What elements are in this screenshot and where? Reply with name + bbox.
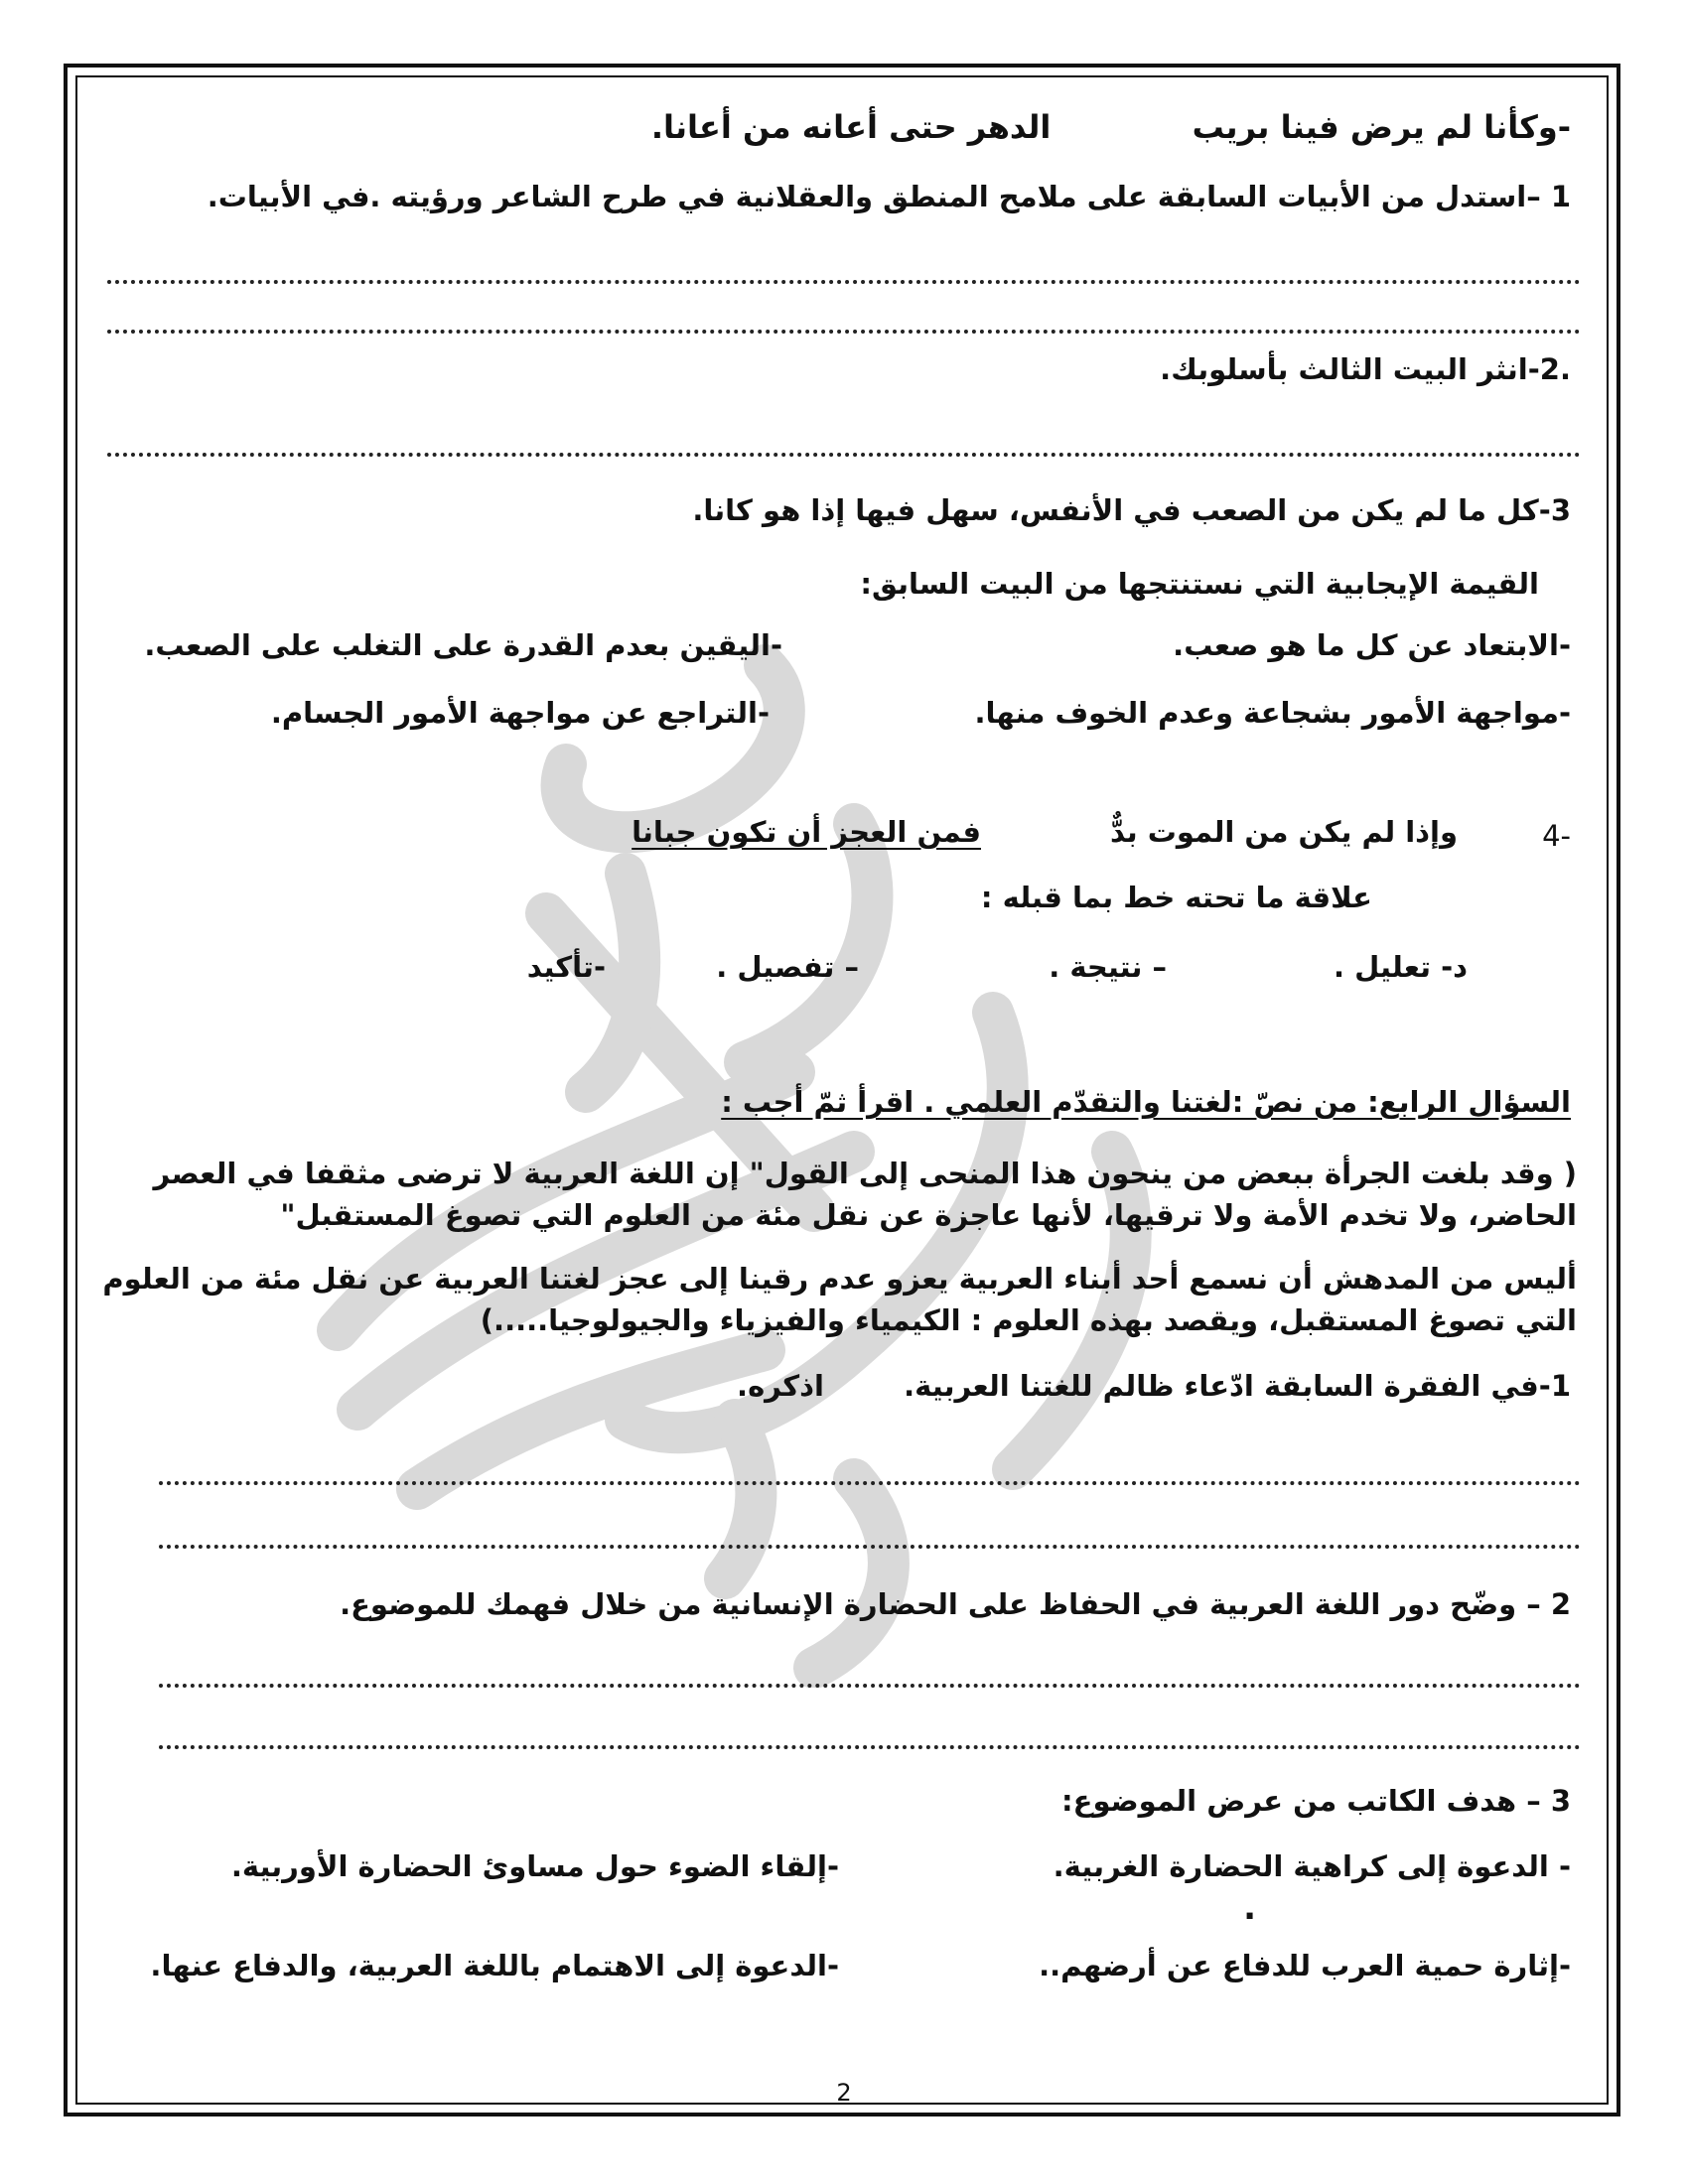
question-4-prompt: علاقة ما تحته خط بما قبله :	[980, 881, 1372, 914]
section-4-question-2: 2 – وضّح دور اللغة العربية في الحفاظ على الحضارة الإنسانية من خلال فهمك للموضوع.	[340, 1587, 1571, 1621]
answer-line	[107, 453, 1581, 457]
s4q3-option-b: -إلقاء الضوء حول مساوئ الحضارة الأوربية.	[230, 1849, 839, 1883]
question-4-number: -4	[1542, 819, 1571, 853]
q3-option-c: -مواجهة الأمور بشجاعة وعدم الخوف منها.	[974, 696, 1571, 730]
question-2: .2-انثر البيت الثالث بأسلوبك.	[1160, 352, 1571, 386]
q4-option-a: د- تعليل .	[1334, 950, 1468, 984]
s4q3-option-c: -إثارة حمية العرب للدفاع عن أرضهم..	[1039, 1949, 1571, 1982]
verse-top	[651, 107, 1571, 147]
section-4-question-3-prompt: 3 – هدف الكاتب من عرض الموضوع:	[1061, 1784, 1571, 1818]
q4-option-d: -تأكيد	[526, 950, 606, 984]
passage-2-line-1: أليس من المدهش أن نسمع أحد أبناء العربية يعزو عدم رقينا إلى عجز لغتنا العربية عن نقل مئة من العلوم	[102, 1262, 1577, 1296]
stray-dot-mark: .	[1243, 1888, 1256, 1928]
section-4-question-1-tail: اذكره.	[737, 1369, 824, 1403]
answer-line	[107, 330, 1581, 334]
q4-hemistich2-underlined: فمن العجز أن تكون جبانا	[632, 815, 981, 849]
page-number: 2	[836, 2079, 852, 2107]
q4-option-c: – تفصيل .	[716, 950, 859, 984]
question-3-prompt: القيمة الإيجابية التي نستنتجها من البيت السابق:	[860, 567, 1539, 601]
q3-option-a: -الابتعاد عن كل ما هو صعب.	[1173, 628, 1571, 662]
answer-line	[159, 1684, 1581, 1688]
q3-option-d: -التراجع عن مواجهة الأمور الجسام.	[270, 696, 770, 730]
answer-line	[107, 280, 1581, 284]
section-4-question-1	[737, 1366, 1571, 1406]
passage-1-line-2: الحاضر، ولا تخدم الأمة ولا ترقيها، لأنها عاجزة عن نقل مئة من العلوم التي تصوغ المستقبل"	[280, 1198, 1577, 1232]
s4q3-option-a: - الدعوة إلى كراهية الحضارة الغربية.	[1053, 1849, 1571, 1883]
answer-line	[159, 1481, 1581, 1485]
question-3-verse: 3-كل ما لم يكن من الصعب في الأنفس، سهل فيها إذا هو كانا.	[692, 493, 1571, 527]
passage-1-line-1: ( وقد بلغت الجرأة ببعض من ينحون هذا المنحى إلى القول" إن اللغة العربية لا ترضى مثقفا في العصر	[153, 1157, 1577, 1190]
q3-option-b: -اليقين بعدم القدرة على التغلب على الصعب.	[144, 628, 782, 662]
q4-option-b: – نتيجة .	[1049, 950, 1167, 984]
s4q3-option-d: -الدعوة إلى الاهتمام باللغة العربية، والدفاع عنها.	[150, 1949, 839, 1982]
answer-line	[159, 1545, 1581, 1549]
verse-top-hemistich2: الدهر حتى أعانه من أعانا.	[650, 108, 1052, 146]
answer-line	[159, 1745, 1581, 1749]
question-1: 1 –استدل من الأبيات السابقة على ملامح المنطق والعقلانية في طرح الشاعر ورؤيته .في الأبيات.	[207, 180, 1571, 213]
verse-top-hemistich1: -وكأنا لم يرض فينا بريب	[1192, 108, 1571, 146]
passage-2-line-2: التي تصوغ المستقبل، ويقصد بهذه العلوم : الكيمياء والفيزياء والجيولوجيا.....)	[480, 1303, 1577, 1337]
section-4-heading: السؤال الرابع: من نصّ :لغتنا والتقدّم العلمي . اقرأ ثمّ أجب :	[721, 1085, 1571, 1119]
section-4-question-1-text: 1-في الفقرة السابقة ادّعاء ظالم للغتنا العربية.	[904, 1369, 1571, 1403]
q4-hemistich1: وإذا لم يكن من الموت بدٌّ	[1109, 815, 1458, 849]
